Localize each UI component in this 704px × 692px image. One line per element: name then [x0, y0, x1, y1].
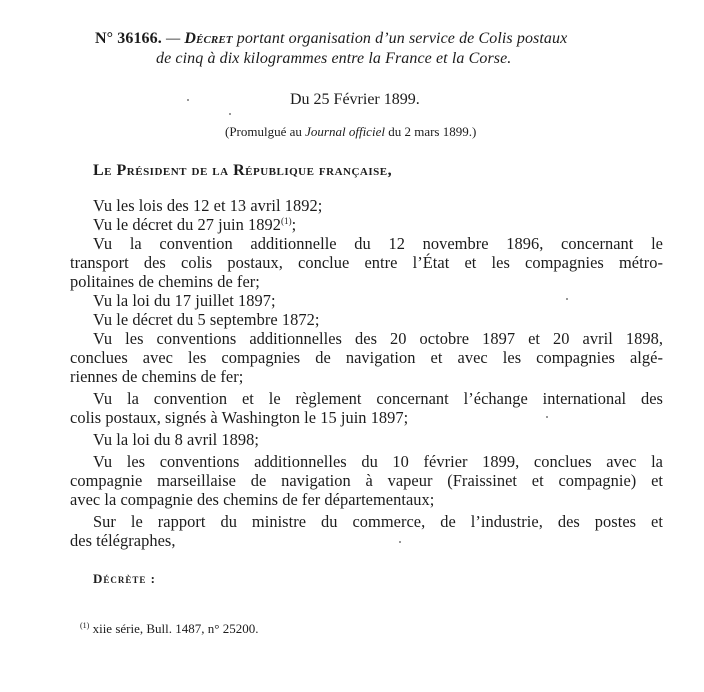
- visa-line: transport des colis postaux, conclue entre l’État et les compagnies métro-: [70, 253, 663, 272]
- visa-line: Vu le décret du 5 septembre 1872;: [93, 310, 320, 329]
- decree-word: Décret: [184, 30, 233, 47]
- visa-line: Vu les lois des 12 et 13 avril 1892;: [93, 196, 323, 215]
- journal-title: Journal officiel: [305, 124, 385, 139]
- scan-speck: [187, 99, 189, 101]
- decree-title-line-2: de cinq à dix kilogrammes entre la France et la Corse.: [156, 50, 512, 67]
- visa-line: Vu la loi du 8 avril 1898;: [93, 430, 260, 449]
- footnote-marker: (1): [80, 621, 90, 630]
- decrete-heading: Décrète :: [93, 571, 156, 586]
- scan-speck: [566, 298, 568, 300]
- visa-line: Vu les conventions additionnelles des 20 octobre 1897 et 20 avril 1898,: [93, 329, 663, 348]
- visa-line: Vu les conventions additionnelles du 10 février 1899, conclues avec la: [93, 452, 663, 471]
- scan-speck: [546, 416, 548, 418]
- decree-title-rest: portant organisation d’un service de Colis postaux: [232, 30, 568, 47]
- scan-speck: [229, 113, 231, 115]
- visa-line: riennes de chemins de fer;: [70, 367, 244, 386]
- visa-line: conclues avec les compagnies de navigation et avec les compagnies algé-: [70, 348, 663, 367]
- visa-line: Vu la convention additionnelle du 12 novembre 1896, concernant le: [93, 234, 663, 253]
- visa-line: compagnie marseillaise de navigation à vapeur (Fraissinet et compagnie) et: [70, 471, 663, 490]
- promulgation-note: [225, 124, 476, 140]
- visa-line: [93, 215, 296, 235]
- promulgation-open: (Promulgué au: [225, 124, 306, 139]
- visa-line: colis postaux, signés à Washington le 15 juin 1897;: [70, 408, 409, 427]
- scan-speck: [399, 541, 401, 543]
- visa-line: des télégraphes,: [70, 531, 176, 550]
- decree-title-line-1: [95, 30, 567, 48]
- footnote-reference: (1): [280, 216, 292, 226]
- title-dash: —: [161, 30, 185, 47]
- footnote: [80, 621, 258, 637]
- decree-number: N° 36166.: [95, 30, 162, 47]
- visa-line: politaines de chemins de fer;: [70, 272, 260, 291]
- visa-line: Sur le rapport du ministre du commerce, de l’industrie, des postes et: [93, 512, 663, 531]
- promulgation-close: du 2 mars 1899.): [384, 124, 477, 139]
- visa-text: ;: [291, 215, 297, 234]
- decree-date: Du 25 Février 1899.: [290, 91, 420, 108]
- president-heading: Le Président de la République française,: [93, 162, 393, 179]
- visa-line: Vu la loi du 17 juillet 1897;: [93, 291, 276, 310]
- visa-line: Vu la convention et le règlement concernant l’échange international des: [93, 389, 663, 408]
- footnote-text: xiie série, Bull. 1487, n° 25200.: [89, 621, 259, 636]
- visa-line: avec la compagnie des chemins de fer départementaux;: [70, 490, 435, 509]
- visa-text: Vu le décret du 27 juin 1892: [93, 215, 281, 234]
